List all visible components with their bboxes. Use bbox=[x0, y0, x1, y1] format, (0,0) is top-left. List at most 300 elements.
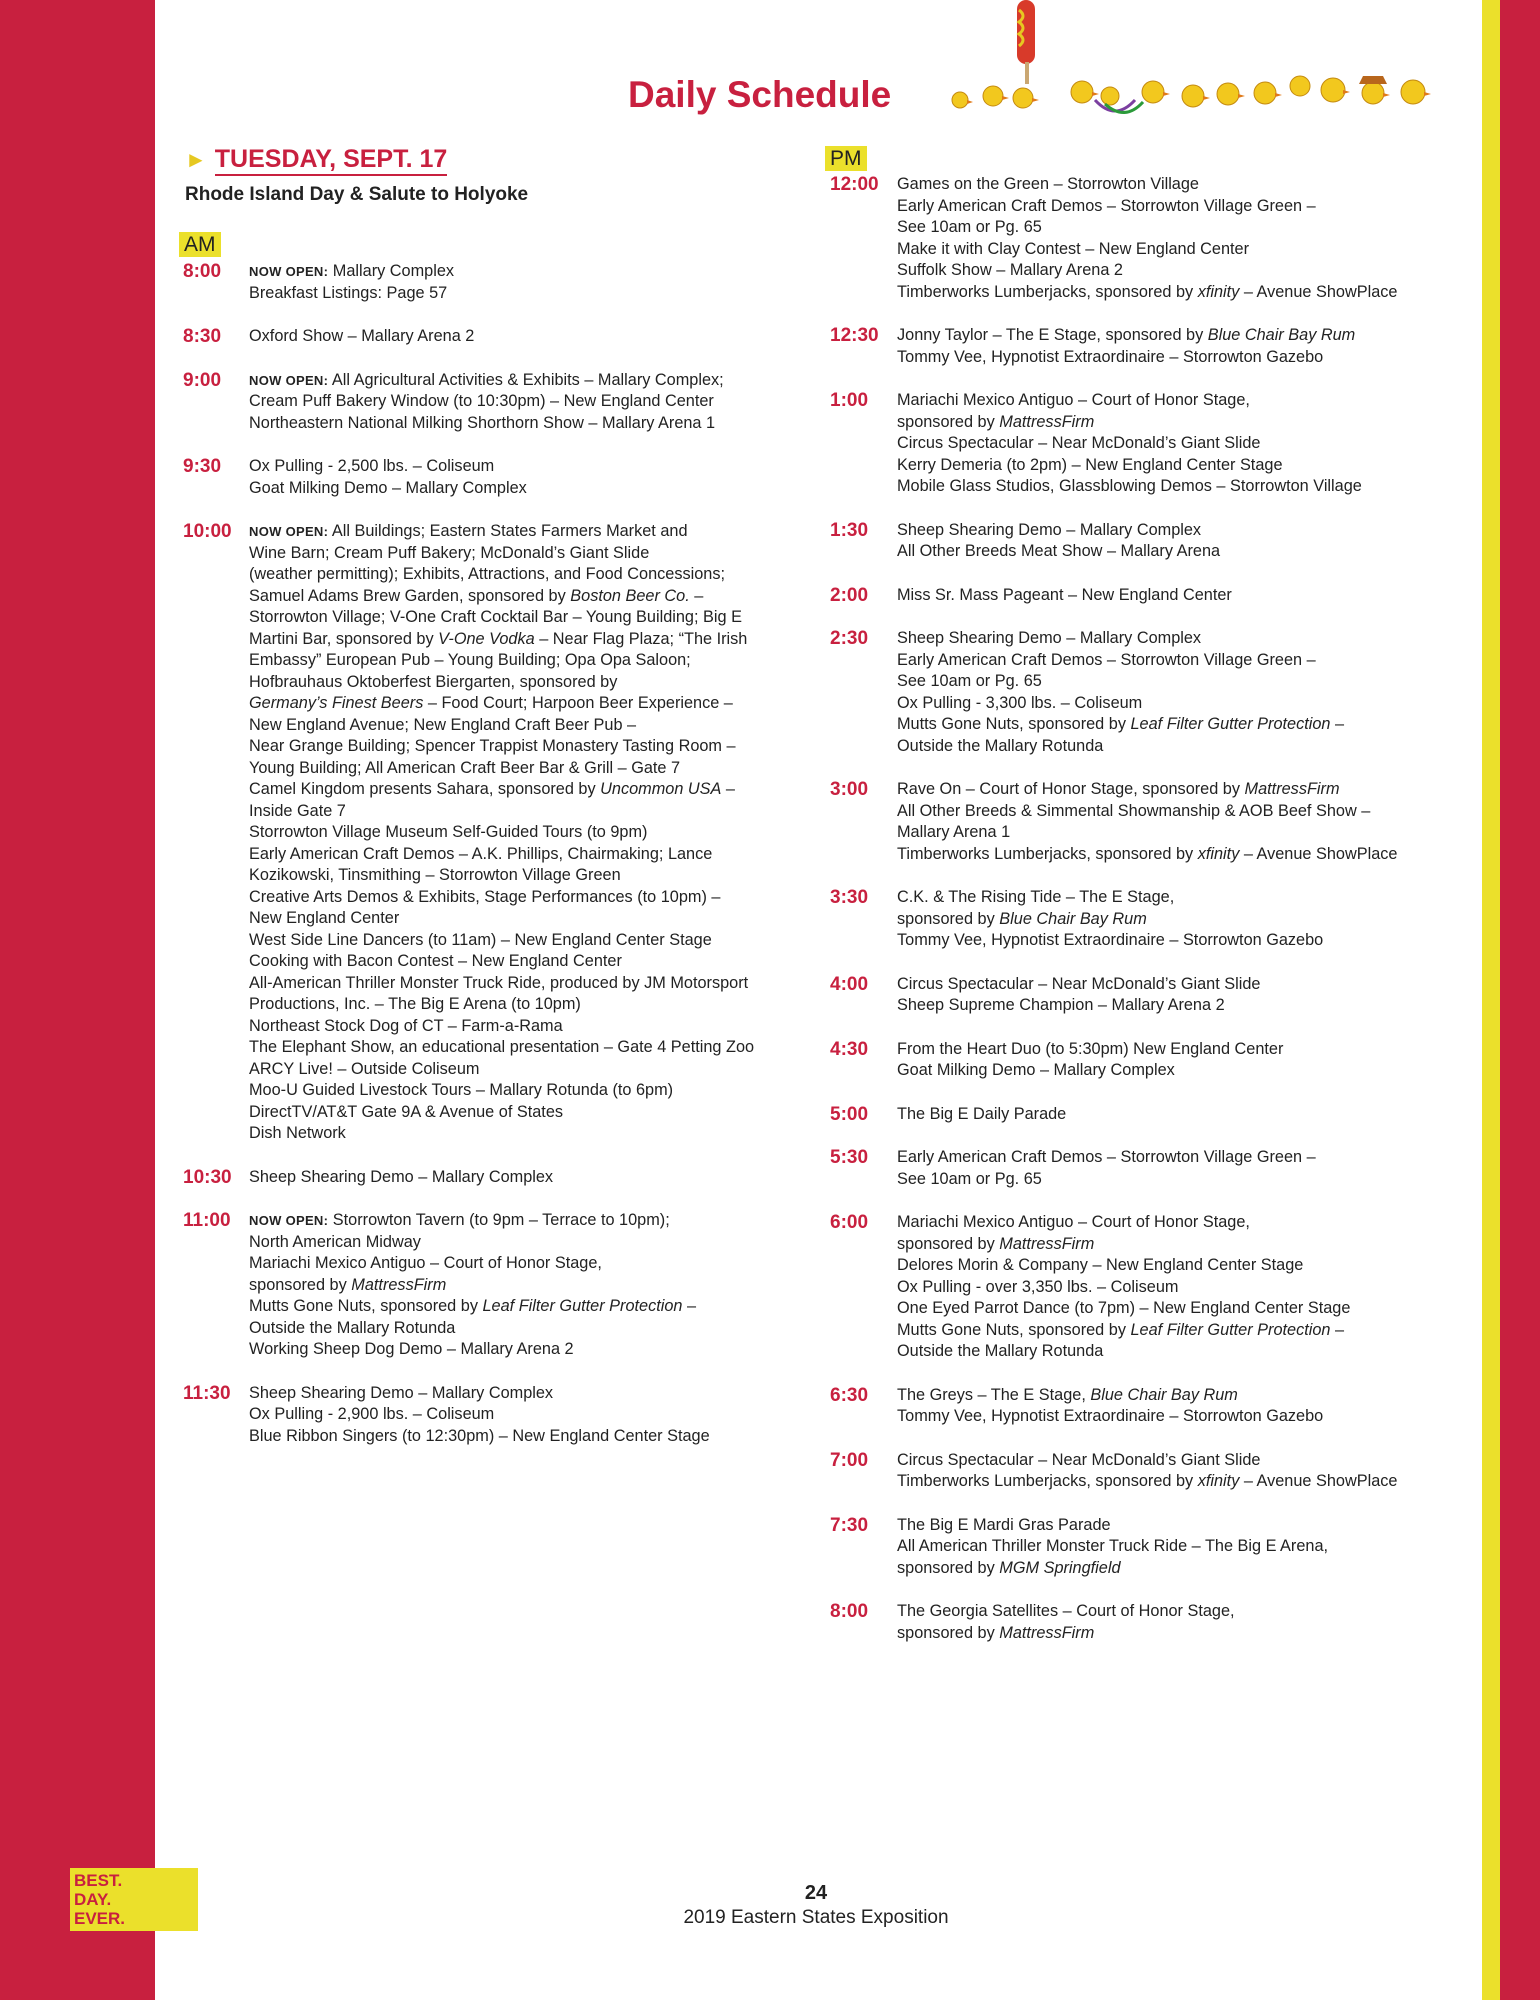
event-text: – Food Court; Harpoon Beer Experience – bbox=[423, 694, 733, 712]
event-text: Kozikowski, Tinsmithing – Storrowton Village Green bbox=[249, 866, 621, 884]
event-text: sponsored by bbox=[897, 412, 1000, 431]
event-text: Mariachi Mexico Antiguo – Court of Honor Stage, bbox=[897, 391, 1250, 409]
event-line bbox=[249, 478, 803, 500]
entry-events bbox=[249, 326, 803, 348]
event-line bbox=[249, 1318, 803, 1340]
entry-time: 7:00 bbox=[830, 1449, 869, 1471]
event-text: All Other Breeds & Simmental Showmanship & AOB Beef Show – bbox=[897, 801, 1371, 820]
event-text: Sheep Shearing Demo – Mallary Complex bbox=[897, 629, 1202, 647]
event-line bbox=[897, 844, 1470, 866]
event-line bbox=[897, 995, 1470, 1017]
entry-events bbox=[897, 1104, 1470, 1126]
event-line bbox=[249, 672, 803, 694]
event-text: All Other Breeds Meat Show – Mallary Arena bbox=[897, 542, 1221, 560]
event-line bbox=[897, 930, 1470, 952]
schedule-entry bbox=[183, 326, 803, 348]
entry-events bbox=[897, 174, 1470, 303]
event-line bbox=[249, 1102, 803, 1124]
event-text: Circus Spectacular – Near McDonald’s Giant Slide bbox=[897, 434, 1261, 452]
event-line bbox=[249, 930, 803, 952]
left-red-border bbox=[0, 0, 155, 2000]
event-line bbox=[897, 174, 1470, 196]
event-text: Mutts Gone Nuts, sponsored by bbox=[249, 1297, 483, 1315]
event-line bbox=[249, 1080, 803, 1102]
event-text: Oxford Show – Mallary Arena 2 bbox=[249, 327, 475, 345]
event-text: Productions, Inc. – The Big E Arena (to 10pm) bbox=[249, 995, 581, 1013]
event-text: Wine Barn; Cream Puff Bakery; McDonald’s Giant Slide bbox=[249, 543, 650, 562]
event-text: Early American Craft Demos – Storrowton Village Green – bbox=[897, 196, 1316, 215]
cowboy-hat-icon bbox=[1359, 76, 1387, 84]
sponsor-name: xfinity bbox=[1197, 844, 1240, 863]
event-line bbox=[249, 1426, 803, 1448]
sponsor-name: MattressFirm bbox=[999, 1623, 1095, 1642]
event-line bbox=[249, 1123, 803, 1145]
event-line bbox=[897, 1169, 1470, 1191]
event-text: Mutts Gone Nuts, sponsored by bbox=[897, 1320, 1131, 1339]
event-text: The Big E Daily Parade bbox=[897, 1104, 1067, 1123]
entry-events bbox=[897, 390, 1470, 498]
day-subtitle: Rhode Island Day & Salute to Holyoke bbox=[185, 184, 529, 205]
event-text: (weather permitting); Exhibits, Attractions, and Food Concessions; bbox=[249, 565, 725, 583]
event-line bbox=[897, 801, 1470, 823]
sponsor-name: MattressFirm bbox=[351, 1275, 447, 1294]
entry-events bbox=[897, 325, 1470, 368]
event-line bbox=[897, 1471, 1470, 1493]
entry-events bbox=[897, 1601, 1470, 1644]
event-text: Timberworks Lumberjacks, sponsored by bbox=[897, 844, 1198, 863]
event-text: Goat Milking Demo – Mallary Complex bbox=[249, 478, 527, 497]
event-text: C.K. & The Rising Tide – The E Stage, bbox=[897, 888, 1175, 906]
entry-time: 11:30 bbox=[183, 1382, 231, 1404]
event-text: Young Building; All American Craft Beer Bar & Grill – Gate 7 bbox=[249, 758, 681, 777]
event-line bbox=[249, 521, 803, 543]
event-text: See 10am or Pg. 65 bbox=[897, 218, 1042, 236]
event-text: Tommy Vee, Hypnotist Extraordinaire – Storrowton Gazebo bbox=[897, 1407, 1324, 1425]
event-line bbox=[249, 693, 803, 715]
now-open-label: NOW OPEN: bbox=[249, 524, 329, 539]
event-text: Games on the Green – Storrowton Village bbox=[897, 175, 1199, 193]
event-text: Blue Ribbon Singers (to 12:30pm) – New England Center Stage bbox=[249, 1426, 710, 1445]
event-text: Mariachi Mexico Antiguo – Court of Honor Stage, bbox=[249, 1254, 602, 1272]
entry-events bbox=[897, 779, 1470, 865]
event-line bbox=[249, 1232, 803, 1254]
pm-label: PM bbox=[825, 146, 867, 171]
sponsor-name: Blue Chair Bay Rum bbox=[999, 909, 1147, 928]
event-line bbox=[249, 822, 803, 844]
event-line bbox=[897, 1147, 1470, 1169]
event-line bbox=[897, 541, 1470, 563]
event-text: Tommy Vee, Hypnotist Extraordinaire – Storrowton Gazebo bbox=[897, 347, 1324, 366]
event-text: Storrowton Village Museum Self-Guided Tours (to 9pm) bbox=[249, 823, 648, 841]
event-line bbox=[897, 1385, 1470, 1407]
event-text: All-American Thriller Monster Truck Ride, produced by JM Motorsport bbox=[249, 973, 749, 992]
event-line bbox=[897, 433, 1470, 455]
schedule-entry bbox=[183, 456, 803, 499]
event-line bbox=[897, 1060, 1470, 1082]
sponsor-name: Germany’s Finest Beers bbox=[249, 694, 424, 712]
event-line bbox=[897, 1515, 1470, 1537]
schedule-entry bbox=[830, 1450, 1470, 1493]
sponsor-name: Uncommon USA bbox=[600, 780, 722, 798]
event-text: – Avenue ShowPlace bbox=[1239, 1472, 1398, 1490]
event-line bbox=[249, 586, 803, 608]
entry-events bbox=[897, 1385, 1470, 1428]
event-line bbox=[897, 887, 1470, 909]
event-line bbox=[897, 1234, 1470, 1256]
event-text: New England Center bbox=[249, 909, 400, 927]
entry-events bbox=[897, 1039, 1470, 1082]
event-text: New England Avenue; New England Craft Beer Pub – bbox=[249, 715, 637, 734]
event-text: – Avenue ShowPlace bbox=[1239, 282, 1398, 301]
entry-events bbox=[897, 974, 1470, 1017]
event-line bbox=[897, 455, 1470, 477]
event-text: Timberworks Lumberjacks, sponsored by bbox=[897, 1472, 1198, 1490]
sponsor-name: Blue Chair Bay Rum bbox=[1090, 1385, 1238, 1404]
schedule-entry bbox=[830, 1385, 1470, 1428]
event-text: sponsored by bbox=[897, 1234, 1000, 1253]
event-line bbox=[897, 239, 1470, 261]
event-line bbox=[897, 974, 1470, 996]
event-line bbox=[897, 693, 1470, 715]
schedule-entry bbox=[183, 1210, 803, 1361]
now-open-label: NOW OPEN: bbox=[249, 1213, 329, 1228]
event-text: Delores Morin & Company – New England Center Stage bbox=[897, 1256, 1304, 1274]
event-line bbox=[897, 1623, 1470, 1645]
event-line bbox=[249, 951, 803, 973]
event-line bbox=[249, 283, 803, 305]
event-text: Storrowton Village; V-One Craft Cocktail Bar – Young Building; Big E bbox=[249, 608, 742, 626]
event-text: Mallary Arena 1 bbox=[897, 823, 1011, 841]
event-text: Mallary Complex bbox=[328, 262, 455, 280]
event-text: Embassy” European Pub – Young Building; Opa Opa Saloon; bbox=[249, 651, 691, 669]
event-text: – bbox=[689, 586, 704, 605]
event-text: Jonny Taylor – The E Stage, sponsored by bbox=[897, 326, 1208, 344]
event-line bbox=[897, 650, 1470, 672]
event-text: Cooking with Bacon Contest – New England Center bbox=[249, 952, 622, 970]
event-text: Mobile Glass Studios, Glassblowing Demos – Storrowton Village bbox=[897, 477, 1362, 495]
event-line bbox=[897, 412, 1470, 434]
event-line bbox=[897, 476, 1470, 498]
entry-time: 8:00 bbox=[183, 261, 222, 282]
event-line bbox=[897, 1277, 1470, 1299]
entry-time: 11:00 bbox=[183, 1210, 231, 1231]
event-text: All Agricultural Activities & Exhibits – Mallary Complex; bbox=[328, 370, 724, 389]
event-text: – bbox=[682, 1297, 697, 1315]
entry-events bbox=[897, 1450, 1470, 1493]
event-line bbox=[897, 1558, 1470, 1580]
sponsor-name: Blue Chair Bay Rum bbox=[1207, 326, 1356, 344]
event-text: ARCY Live! – Outside Coliseum bbox=[249, 1059, 480, 1078]
entry-events bbox=[897, 1212, 1470, 1363]
entry-time: 1:30 bbox=[830, 519, 869, 541]
sponsor-name: MattressFirm bbox=[999, 1234, 1095, 1253]
entry-time: 4:00 bbox=[830, 973, 869, 995]
event-line bbox=[249, 391, 803, 413]
right-yellow-stripe bbox=[1482, 0, 1500, 2000]
event-text: The Georgia Satellites – Court of Honor Stage, bbox=[897, 1602, 1235, 1620]
entry-time: 9:00 bbox=[183, 369, 222, 391]
day-heading bbox=[185, 145, 447, 174]
event-line bbox=[249, 456, 803, 478]
entry-time: 10:00 bbox=[183, 521, 232, 542]
event-text: – bbox=[1330, 1320, 1345, 1339]
event-line bbox=[249, 758, 803, 780]
event-text: Sheep Shearing Demo – Mallary Complex bbox=[249, 1167, 554, 1186]
event-line bbox=[249, 1016, 803, 1038]
event-text: Rave On – Court of Honor Stage, sponsored by bbox=[897, 780, 1245, 798]
event-text: Ox Pulling - 3,300 lbs. – Coliseum bbox=[897, 693, 1143, 712]
entry-time: 7:30 bbox=[830, 1514, 869, 1536]
brand-line: BEST. bbox=[74, 1871, 123, 1890]
event-text: Moo-U Guided Livestock Tours – Mallary Rotunda (to 6pm) bbox=[249, 1081, 674, 1099]
event-text: Early American Craft Demos – Storrowton Village Green – bbox=[897, 650, 1316, 669]
event-line bbox=[249, 973, 803, 995]
event-text: Breakfast Listings: Page 57 bbox=[249, 283, 448, 302]
entry-time: 9:30 bbox=[183, 456, 222, 477]
event-text: All Buildings; Eastern States Farmers Market and bbox=[328, 522, 688, 540]
now-open-label: NOW OPEN: bbox=[249, 264, 329, 279]
event-text: Storrowton Tavern (to 9pm – Terrace to 10pm); bbox=[328, 1211, 670, 1229]
schedule-entry bbox=[830, 1104, 1470, 1126]
schedule-entry bbox=[830, 174, 1470, 303]
day-date: TUESDAY, SEPT. 17 bbox=[215, 145, 448, 176]
event-text: From the Heart Duo (to 5:30pm) New England Center bbox=[897, 1039, 1284, 1058]
event-text: Circus Spectacular – Near McDonald’s Giant Slide bbox=[897, 974, 1261, 993]
event-text: Outside the Mallary Rotunda bbox=[897, 736, 1104, 755]
schedule-entry bbox=[183, 370, 803, 435]
event-text: Make it with Clay Contest – New England Center bbox=[897, 239, 1250, 258]
entry-events bbox=[897, 520, 1470, 563]
event-line bbox=[897, 1255, 1470, 1277]
entry-time: 12:30 bbox=[830, 325, 879, 346]
page-number: 24 bbox=[804, 1882, 828, 1904]
schedule-entry bbox=[183, 521, 803, 1145]
event-text: Outside the Mallary Rotunda bbox=[249, 1318, 456, 1337]
event-text: Kerry Demeria (to 2pm) – New England Center Stage bbox=[897, 455, 1283, 474]
event-line bbox=[249, 994, 803, 1016]
entry-time: 10:30 bbox=[183, 1166, 232, 1188]
sponsor-name: V-One Vodka bbox=[438, 629, 535, 648]
event-text: Circus Spectacular – Near McDonald’s Giant Slide bbox=[897, 1450, 1261, 1469]
event-text: Working Sheep Dog Demo – Mallary Arena 2 bbox=[249, 1340, 574, 1358]
sponsor-name: MGM Springfield bbox=[999, 1558, 1121, 1577]
event-text: sponsored by bbox=[897, 1558, 1000, 1577]
entry-time: 3:00 bbox=[830, 779, 869, 800]
schedule-entry bbox=[830, 1147, 1470, 1190]
event-line bbox=[897, 217, 1470, 239]
event-text: Tommy Vee, Hypnotist Extraordinaire – Storrowton Gazebo bbox=[897, 931, 1324, 949]
event-line bbox=[897, 1601, 1470, 1623]
entry-events bbox=[897, 1515, 1470, 1580]
am-label: AM bbox=[179, 232, 221, 257]
am-schedule bbox=[183, 261, 803, 1469]
event-line bbox=[897, 1212, 1470, 1234]
sponsor-name: MattressFirm bbox=[1244, 780, 1340, 798]
entry-events bbox=[249, 1383, 803, 1448]
entry-time: 8:00 bbox=[830, 1601, 869, 1622]
entry-events bbox=[897, 887, 1470, 952]
event-line bbox=[249, 1059, 803, 1081]
event-line bbox=[249, 1210, 803, 1232]
schedule-entry bbox=[830, 520, 1470, 563]
entry-events bbox=[249, 1210, 803, 1361]
entry-events bbox=[249, 456, 803, 499]
event-text: – Near Flag Plaza; “The Irish bbox=[534, 629, 748, 648]
sponsor-name: Leaf Filter Gutter Protection bbox=[1130, 715, 1331, 733]
event-line bbox=[249, 1253, 803, 1275]
sponsor-name: Leaf Filter Gutter Protection bbox=[482, 1297, 683, 1315]
schedule-entry bbox=[830, 1212, 1470, 1363]
event-line bbox=[897, 1536, 1470, 1558]
event-text: sponsored by bbox=[249, 1275, 352, 1294]
event-text: Samuel Adams Brew Garden, sponsored by bbox=[249, 586, 571, 605]
event-text: See 10am or Pg. 65 bbox=[897, 1169, 1042, 1188]
event-text: One Eyed Parrot Dance (to 7pm) – New England Center Stage bbox=[897, 1299, 1351, 1317]
schedule-entry bbox=[830, 974, 1470, 1017]
event-text: Cream Puff Bakery Window (to 10:30pm) – New England Center bbox=[249, 392, 714, 410]
entry-time: 8:30 bbox=[183, 326, 222, 347]
event-line bbox=[897, 779, 1470, 801]
event-line bbox=[249, 1339, 803, 1361]
schedule-entry bbox=[830, 1039, 1470, 1082]
event-line bbox=[249, 650, 803, 672]
sponsor-name: Leaf Filter Gutter Protection bbox=[1130, 1320, 1331, 1339]
event-text: – bbox=[1330, 715, 1345, 733]
entry-events bbox=[897, 628, 1470, 757]
event-line bbox=[897, 1039, 1470, 1061]
event-text: Northeast Stock Dog of CT – Farm-a-Rama bbox=[249, 1016, 563, 1035]
event-text: Martini Bar, sponsored by bbox=[249, 629, 439, 648]
event-text: Dish Network bbox=[249, 1124, 346, 1142]
event-line bbox=[249, 715, 803, 737]
event-text: Ox Pulling - 2,900 lbs. – Coliseum bbox=[249, 1405, 495, 1423]
event-text: The Greys – The E Stage, bbox=[897, 1385, 1091, 1404]
entry-time: 6:30 bbox=[830, 1384, 869, 1406]
event-line bbox=[249, 543, 803, 565]
publication-footer: 2019 Eastern States Exposition bbox=[683, 1907, 949, 1928]
event-text: West Side Line Dancers (to 11am) – New England Center Stage bbox=[249, 930, 712, 949]
event-text: Outside the Mallary Rotunda bbox=[897, 1342, 1104, 1360]
schedule-entry bbox=[830, 887, 1470, 952]
entry-time: 4:30 bbox=[830, 1038, 869, 1060]
schedule-entry bbox=[830, 628, 1470, 757]
event-line bbox=[897, 822, 1470, 844]
event-line bbox=[249, 370, 803, 392]
event-line bbox=[249, 261, 803, 283]
event-text: sponsored by bbox=[897, 909, 1000, 928]
event-text: Sheep Shearing Demo – Mallary Complex bbox=[249, 1383, 554, 1402]
event-text: See 10am or Pg. 65 bbox=[897, 672, 1042, 690]
event-line bbox=[249, 801, 803, 823]
event-text: Inside Gate 7 bbox=[249, 801, 346, 820]
event-text: Goat Milking Demo – Mallary Complex bbox=[897, 1061, 1175, 1079]
entry-time: 2:00 bbox=[830, 584, 869, 606]
schedule-entry bbox=[830, 585, 1470, 607]
event-text: – Avenue ShowPlace bbox=[1239, 844, 1398, 863]
event-text: Near Grange Building; Spencer Trappist Monastery Tasting Room – bbox=[249, 737, 736, 755]
schedule-entry bbox=[830, 325, 1470, 368]
event-text: DirectTV/AT&T Gate 9A & Avenue of States bbox=[249, 1102, 564, 1121]
event-line bbox=[249, 779, 803, 801]
event-line bbox=[897, 282, 1470, 304]
event-line bbox=[897, 347, 1470, 369]
page-title: Daily Schedule bbox=[628, 74, 892, 115]
event-line bbox=[249, 326, 803, 348]
event-text: Timberworks Lumberjacks, sponsored by bbox=[897, 282, 1198, 301]
sponsor-name: xfinity bbox=[1197, 282, 1240, 301]
event-line bbox=[897, 714, 1470, 736]
event-text: Camel Kingdom presents Sahara, sponsored by bbox=[249, 780, 601, 798]
entry-time: 6:00 bbox=[830, 1212, 869, 1233]
event-text: Mariachi Mexico Antiguo – Court of Honor Stage, bbox=[897, 1213, 1250, 1231]
event-line bbox=[897, 520, 1470, 542]
event-line bbox=[897, 628, 1470, 650]
event-text: The Big E Mardi Gras Parade bbox=[897, 1515, 1111, 1534]
event-text: Suffolk Show – Mallary Arena 2 bbox=[897, 261, 1123, 279]
event-text: Hofbrauhaus Oktoberfest Biergarten, sponsored by bbox=[249, 672, 618, 691]
chick-parade-illustration bbox=[945, 0, 1455, 125]
pm-schedule bbox=[830, 174, 1470, 1666]
event-line bbox=[897, 1320, 1470, 1342]
brand-line: EVER. bbox=[74, 1909, 126, 1928]
entry-events bbox=[249, 1167, 803, 1189]
entry-time: 5:30 bbox=[830, 1147, 869, 1168]
event-line bbox=[897, 260, 1470, 282]
event-text: Northeastern National Milking Shorthorn Show – Mallary Arena 1 bbox=[249, 413, 716, 432]
event-line bbox=[897, 1298, 1470, 1320]
schedule-entry bbox=[830, 779, 1470, 865]
arrow-right-icon: ► bbox=[185, 147, 207, 172]
entry-time: 12:00 bbox=[830, 174, 879, 195]
event-text: Sheep Supreme Champion – Mallary Arena 2 bbox=[897, 996, 1225, 1014]
chick-icons bbox=[952, 76, 1425, 108]
event-line bbox=[897, 1406, 1470, 1428]
entry-events bbox=[249, 370, 803, 435]
event-line bbox=[249, 736, 803, 758]
event-text: Miss Sr. Mass Pageant – New England Center bbox=[897, 585, 1232, 604]
event-line bbox=[249, 908, 803, 930]
event-text: Ox Pulling - over 3,350 lbs. – Coliseum bbox=[897, 1277, 1179, 1296]
event-text: Sheep Shearing Demo – Mallary Complex bbox=[897, 520, 1202, 539]
event-line bbox=[897, 390, 1470, 412]
event-text: All American Thriller Monster Truck Ride – The Big E Arena, bbox=[897, 1537, 1329, 1555]
event-text: Ox Pulling - 2,500 lbs. – Coliseum bbox=[249, 457, 495, 475]
event-line bbox=[249, 1275, 803, 1297]
event-line bbox=[897, 196, 1470, 218]
event-line bbox=[897, 671, 1470, 693]
sponsor-name: xfinity bbox=[1197, 1472, 1240, 1490]
event-text: – bbox=[721, 780, 735, 798]
sponsor-name: Boston Beer Co. bbox=[570, 586, 690, 605]
schedule-entry bbox=[183, 261, 803, 304]
sponsor-name: MattressFirm bbox=[999, 412, 1095, 431]
schedule-entry bbox=[830, 1601, 1470, 1644]
now-open-label: NOW OPEN: bbox=[249, 372, 329, 388]
entry-time: 5:00 bbox=[830, 1103, 869, 1125]
schedule-entry bbox=[830, 1515, 1470, 1580]
schedule-entry bbox=[183, 1383, 803, 1448]
entry-time: 1:00 bbox=[830, 390, 869, 411]
event-line bbox=[897, 585, 1470, 607]
corn-dog-icon bbox=[1017, 0, 1035, 84]
event-line bbox=[897, 1341, 1470, 1363]
event-line bbox=[249, 1296, 803, 1318]
event-line bbox=[897, 325, 1470, 347]
event-text: Early American Craft Demos – A.K. Phillips, Chairmaking; Lance bbox=[249, 844, 713, 863]
event-line bbox=[897, 909, 1470, 931]
event-line bbox=[249, 413, 803, 435]
entry-time: 2:30 bbox=[830, 628, 869, 649]
